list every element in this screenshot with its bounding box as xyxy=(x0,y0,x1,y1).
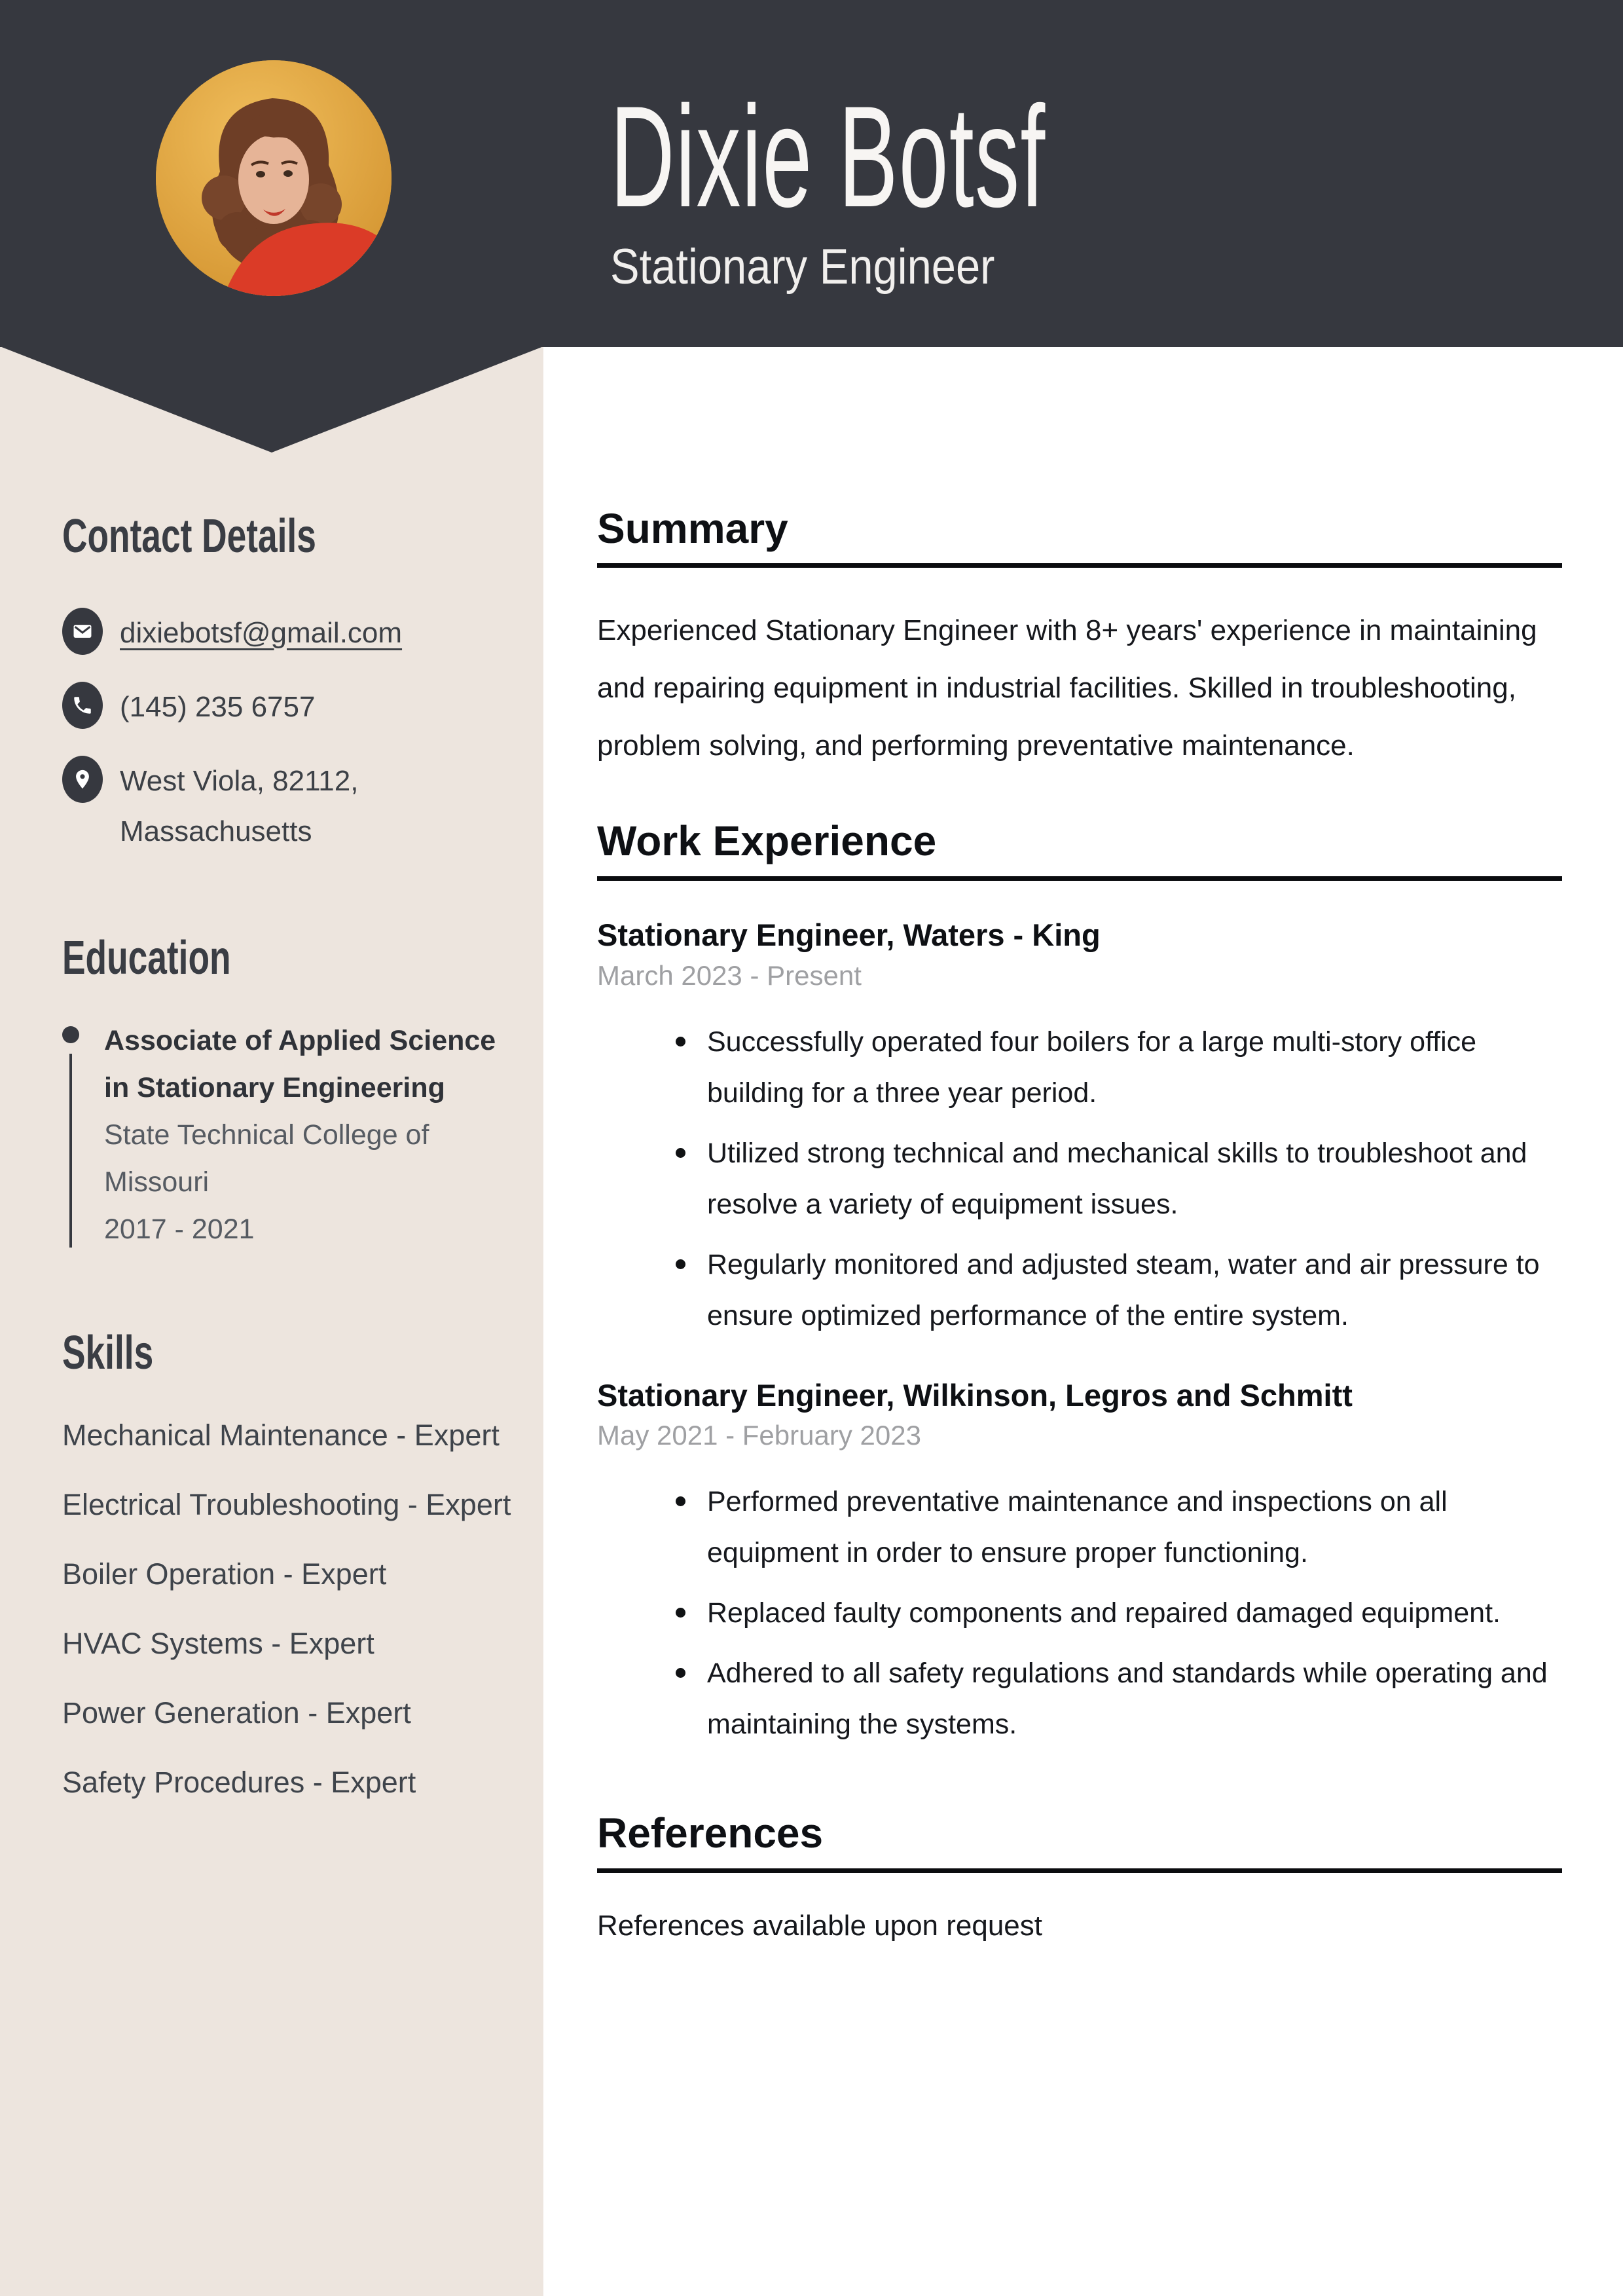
phone-icon xyxy=(62,682,103,729)
job-entry xyxy=(597,1377,1562,1750)
skills-heading: Skills xyxy=(62,1327,154,1380)
job-bullet: Successfully operated four boilers for a large multi-story office building for a three year period. xyxy=(676,1016,1562,1119)
education-school: State Technical College of Missouri xyxy=(104,1119,429,1198)
job-bullet-list xyxy=(597,1476,1562,1750)
contact-location-value: West Viola, 82112, Massachusetts xyxy=(120,764,359,847)
work-experience-section xyxy=(597,818,1562,1750)
email-icon xyxy=(62,608,103,655)
skill-item: Mechanical Maintenance - Expert xyxy=(62,1418,500,1452)
job-entry xyxy=(597,916,1562,1341)
contact-phone-value: (145) 235 6757 xyxy=(120,690,316,723)
education-section xyxy=(62,931,517,1253)
job-bullet: Utilized strong technical and mechanical skills to troubleshoot and resolve a variety of equipment issues. xyxy=(676,1128,1562,1230)
job-bullet: Replaced faulty components and repaired damaged equipment. xyxy=(676,1587,1562,1639)
timeline-line xyxy=(69,1054,72,1248)
job-dates: March 2023 - Present xyxy=(597,959,862,991)
skill-item: Safety Procedures - Expert xyxy=(62,1765,416,1799)
skill-item: Power Generation - Expert xyxy=(62,1695,411,1730)
person-name: Dixie Botsf xyxy=(610,76,1046,237)
sidebar xyxy=(0,0,543,2021)
location-icon xyxy=(62,756,103,803)
summary-section xyxy=(597,506,1562,775)
email-link[interactable]: dixiebotsf@gmail.com xyxy=(120,616,403,649)
job-bullet: Performed preventative maintenance and inspections on all equipment in order to ensure proper functioning. xyxy=(676,1476,1562,1578)
contact-row-email xyxy=(62,608,517,658)
references-text: References available upon request xyxy=(597,1909,1043,1942)
skill-item: Boiler Operation - Expert xyxy=(62,1557,387,1591)
contact-row-phone xyxy=(62,682,517,732)
job-title: Stationary Engineer, Waters - King xyxy=(597,917,1101,952)
skill-item: HVAC Systems - Expert xyxy=(62,1626,374,1660)
job-title-subtitle: Stationary Engineer xyxy=(610,239,995,295)
work-experience-divider xyxy=(597,876,1562,881)
work-experience-heading: Work Experience xyxy=(597,817,937,865)
skills-section xyxy=(62,1329,517,1805)
contact-list xyxy=(62,608,517,857)
main-column xyxy=(543,0,1623,2021)
education-degree: Associate of Applied Science in Stationary Engineering xyxy=(104,1025,496,1104)
education-heading: Education xyxy=(62,931,231,984)
skills-list xyxy=(62,1413,517,1805)
contact-row-location xyxy=(62,756,517,857)
contact-details-heading: Contact Details xyxy=(62,510,316,563)
timeline-dot xyxy=(62,1026,79,1043)
contact-email-value xyxy=(120,608,402,658)
summary-text: Experienced Stationary Engineer with 8+ years' experience in maintaining and repairing equipment in industrial facilities. Skilled in troubleshooting, problem solving, and performing preventative maintenance. xyxy=(597,614,1537,762)
job-title: Stationary Engineer, Wilkinson, Legros and Schmitt xyxy=(597,1377,1353,1413)
education-dates: 2017 - 2021 xyxy=(104,1213,255,1246)
references-heading: References xyxy=(597,1809,824,1857)
job-bullet-list xyxy=(597,1016,1562,1341)
job-bullet: Regularly monitored and adjusted steam, water and air pressure to ensure optimized performance of the entire system. xyxy=(676,1239,1562,1341)
summary-divider xyxy=(597,563,1562,568)
education-item xyxy=(62,1017,517,1253)
job-dates: May 2021 - February 2023 xyxy=(597,1420,921,1451)
skill-item: Electrical Troubleshooting - Expert xyxy=(62,1487,511,1521)
summary-heading: Summary xyxy=(597,505,788,552)
references-section xyxy=(597,1810,1562,1942)
job-bullet: Adhered to all safety regulations and standards while operating and maintaining the systems. xyxy=(676,1648,1562,1750)
references-divider xyxy=(597,1868,1562,1873)
